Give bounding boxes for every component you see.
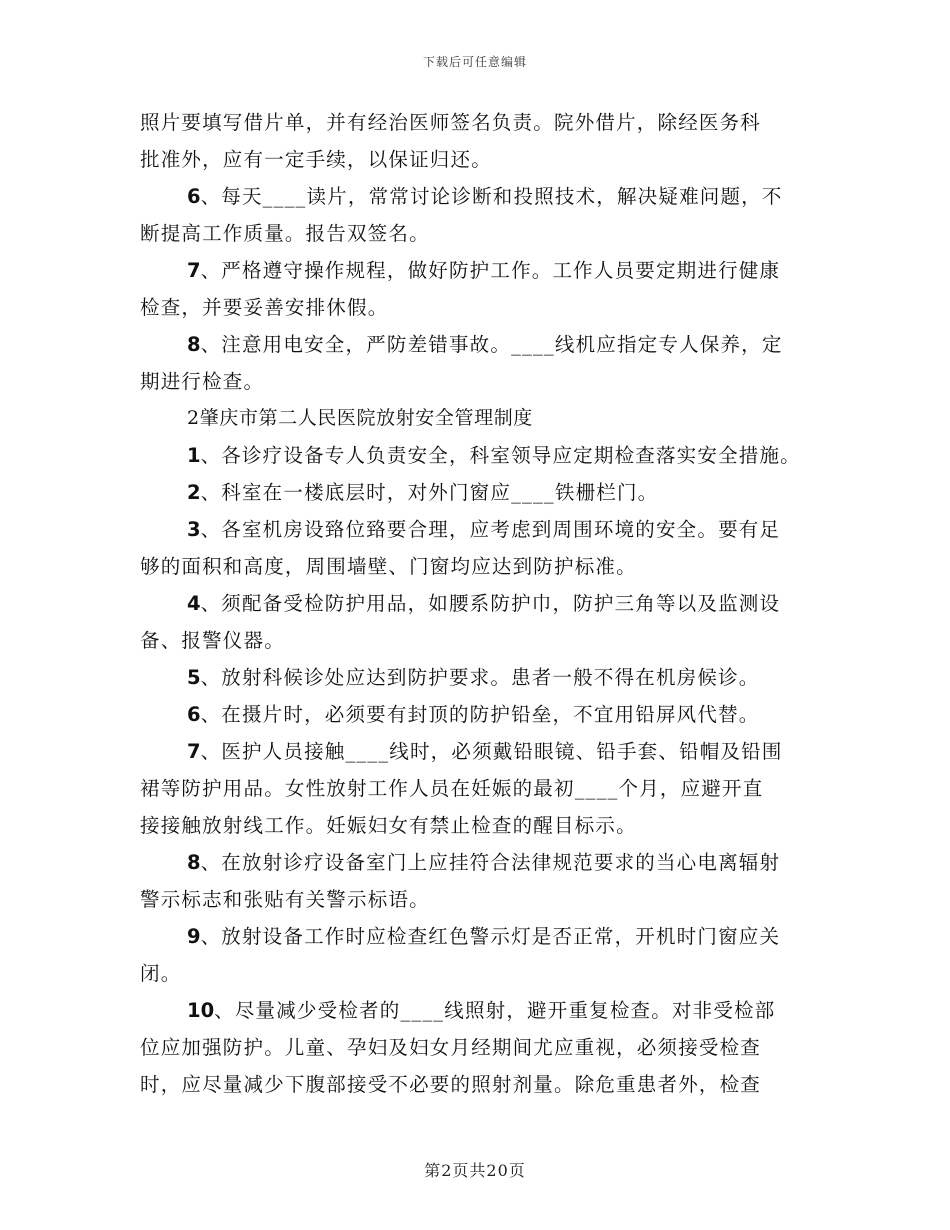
page-header-note: 下载后可任意编辑	[422, 55, 527, 69]
text-line: 期进行检查。	[140, 370, 265, 393]
item-number: 3	[187, 518, 201, 541]
item-number: 7	[187, 259, 201, 282]
rule-6	[140, 696, 820, 733]
document-body	[140, 104, 820, 1103]
text-span: 、医护人员接触____线时，必须戴铅眼镜、铅手套、铅帽及铅围	[200, 740, 783, 763]
item-number: 6	[187, 703, 201, 726]
item-number: 5	[187, 666, 201, 689]
text-span: 、各诊疗设备专人负责安全，科室领导应定期检查落实安全措施。	[200, 444, 801, 467]
text-span: 、科室在一楼底层时，对外门窗应____铁栅栏门。	[200, 481, 659, 504]
item-number: 7	[187, 740, 201, 763]
text-span: 、尽量减少受检者的____线照射，避开重复检查。对非受检部	[214, 999, 776, 1022]
paragraph-7	[140, 252, 820, 289]
item-number: 8	[187, 333, 201, 356]
text-line: 警示标志和张贴有关警示标语。	[140, 888, 430, 911]
text-line: 断提高工作质量。报告双签名。	[140, 222, 430, 245]
paragraph-8	[140, 326, 820, 363]
text-span: 、每天____读片，常常讨论诊断和投照技术，解决疑难问题，不	[200, 185, 783, 208]
text-line: 位应加强防护。儿童、孕妇及妇女月经期间尤应重视，必须接受检查	[140, 1036, 762, 1059]
rule-2	[140, 474, 820, 511]
text-span: 、严格遵守操作规程，做好防护工作。工作人员要定期进行健康	[200, 259, 781, 282]
text-line: 备、报警仪器。	[140, 629, 285, 652]
text-line: 检查，并要妥善安排休假。	[140, 296, 389, 319]
text-line: 裙等防护用品。女性放射工作人员在妊娠的最初____个月，应避开直	[140, 777, 764, 800]
item-number: 9	[187, 925, 201, 948]
rule-4	[140, 585, 820, 622]
rule-10	[140, 992, 820, 1029]
rule-8	[140, 844, 820, 881]
item-number: 1	[187, 444, 201, 467]
text-line: 照片要填写借片单，并有经治医师签名负责。院外借片，除经医务科	[140, 111, 762, 134]
text-span: 、须配备受检防护用品，如腰系防护巾，防护三角等以及监测设	[200, 592, 781, 615]
page-number: 第2页共20页	[424, 1161, 526, 1180]
rule-1	[140, 437, 820, 474]
item-number: 10	[187, 999, 215, 1022]
rule-5	[140, 659, 820, 696]
item-number: 6	[187, 185, 201, 208]
text-line: 闭。	[140, 962, 182, 985]
item-number: 4	[187, 592, 201, 615]
text-span: 、注意用电安全，严防差错事故。____线机应指定专人保养，定	[200, 333, 783, 356]
rule-7	[140, 733, 820, 770]
text-span: 、放射设备工作时应检查红色警示灯是否正常，开机时门窗应关	[200, 925, 781, 948]
text-line: 够的面积和高度，周围墙壁、门窗均应达到防护标准。	[140, 555, 637, 578]
text-span: 、放射科候诊处应达到防护要求。患者一般不得在机房候诊。	[200, 666, 760, 689]
text-span: 、在摄片时，必须要有封顶的防护铅垒，不宜用铅屏风代替。	[200, 703, 760, 726]
item-number: 8	[187, 851, 201, 874]
rule-3	[140, 511, 820, 548]
text-line: 时，应尽量减少下腹部接受不必要的照射剂量。除危重患者外，检查	[140, 1073, 762, 1096]
section-heading: 2肇庆市第二人民医院放射安全管理制度	[187, 407, 533, 429]
paragraph-6	[140, 178, 820, 215]
text-line: 接接触放射线工作。妊娠妇女有禁止检查的醒目标示。	[140, 814, 637, 837]
item-number: 2	[187, 481, 201, 504]
text-line: 批准外，应有一定手续，以保证归还。	[140, 148, 492, 171]
text-span: 、各室机房设臵位臵要合理，应考虑到周围环境的安全。要有足	[200, 518, 781, 541]
text-span: 、在放射诊疗设备室门上应挂符合法律规范要求的当心电离辐射	[200, 851, 781, 874]
rule-9	[140, 918, 820, 955]
